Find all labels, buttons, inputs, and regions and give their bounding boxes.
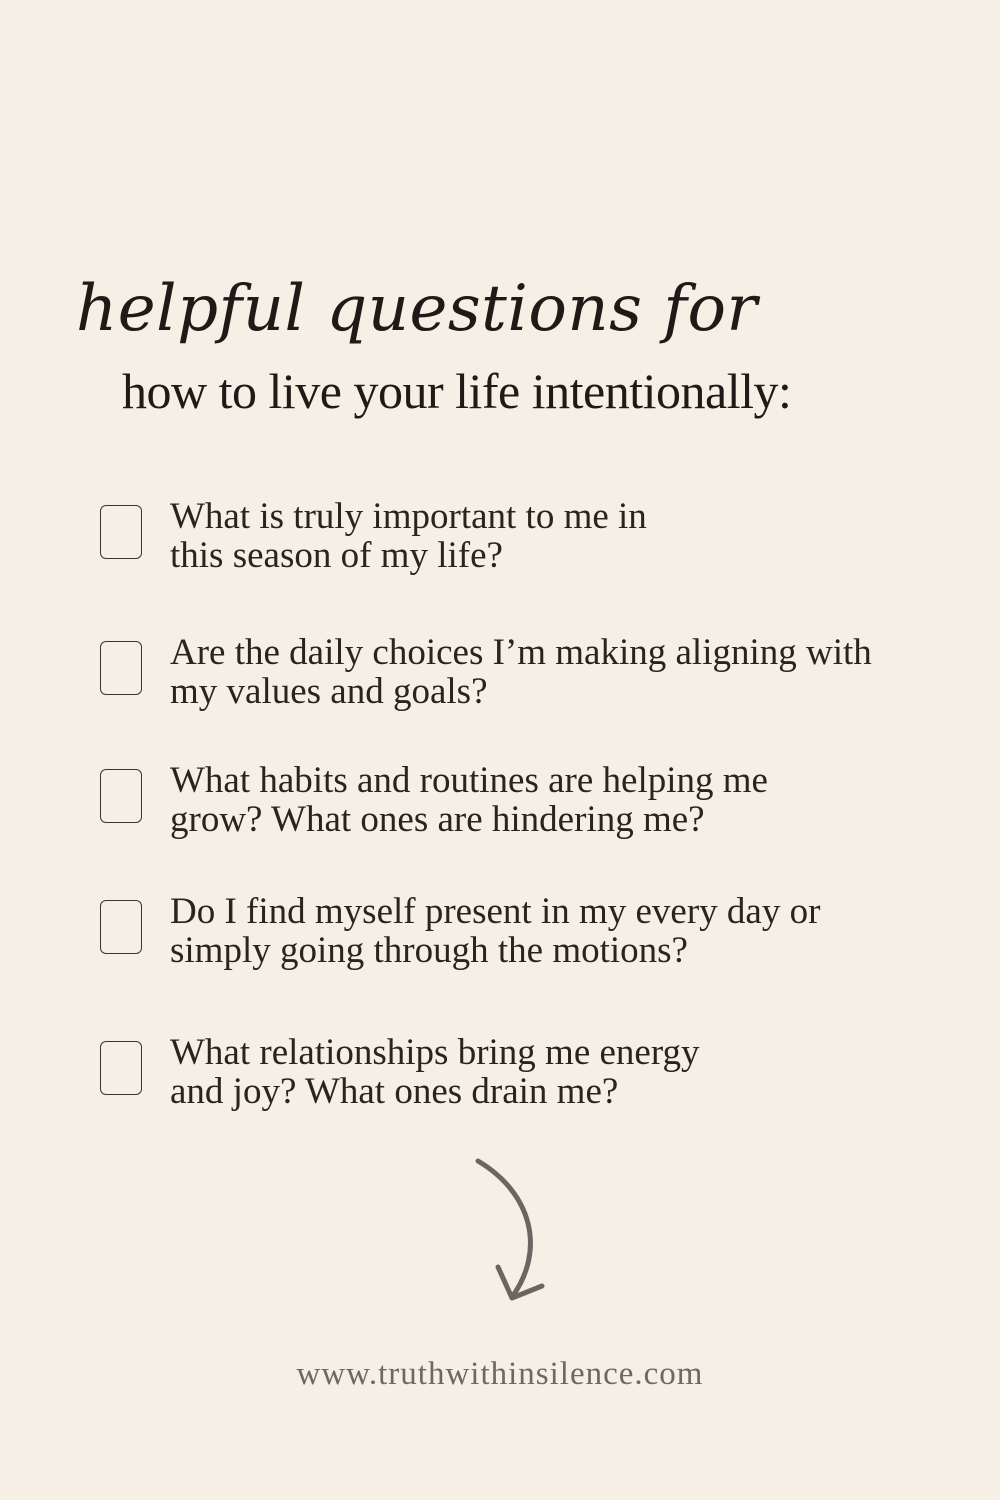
checkbox[interactable] (100, 505, 142, 559)
website-link[interactable]: www.truthwithinsilence.com (296, 1356, 704, 1392)
question-line-2: this season of my life? (170, 535, 503, 576)
question-item-1[interactable] (98, 497, 958, 587)
question-line-1: What relationships bring me energy (170, 1032, 700, 1073)
question-item-2[interactable] (98, 633, 958, 723)
question-line-1: Do I find myself present in my every day or (170, 891, 821, 932)
question-line-1: What is truly important to me in (170, 496, 647, 537)
question-line-1: What habits and routines are helping me (170, 760, 768, 801)
curved-arrow-down-icon (470, 1155, 560, 1315)
question-line-2: and joy? What ones drain me? (170, 1071, 619, 1112)
checkbox[interactable] (100, 1041, 142, 1095)
question-item-3[interactable] (98, 761, 958, 851)
checkbox[interactable] (100, 641, 142, 695)
page-title-script: helpful questions for (76, 272, 758, 346)
question-line-2: simply going through the motions? (170, 930, 688, 971)
checkbox[interactable] (100, 900, 142, 954)
question-text (170, 1033, 700, 1111)
question-line-2: grow? What ones are hindering me? (170, 799, 705, 840)
page-title-subtitle: how to live your life intentionally: (122, 363, 792, 419)
question-text (170, 497, 647, 575)
question-text (170, 892, 820, 970)
question-text (170, 633, 872, 711)
checkbox[interactable] (100, 769, 142, 823)
question-text (170, 761, 768, 839)
question-line-2: my values and goals? (170, 671, 488, 712)
question-item-5[interactable] (98, 1033, 958, 1123)
question-item-4[interactable] (98, 892, 958, 982)
question-line-1: Are the daily choices I’m making aligning with (170, 632, 872, 673)
